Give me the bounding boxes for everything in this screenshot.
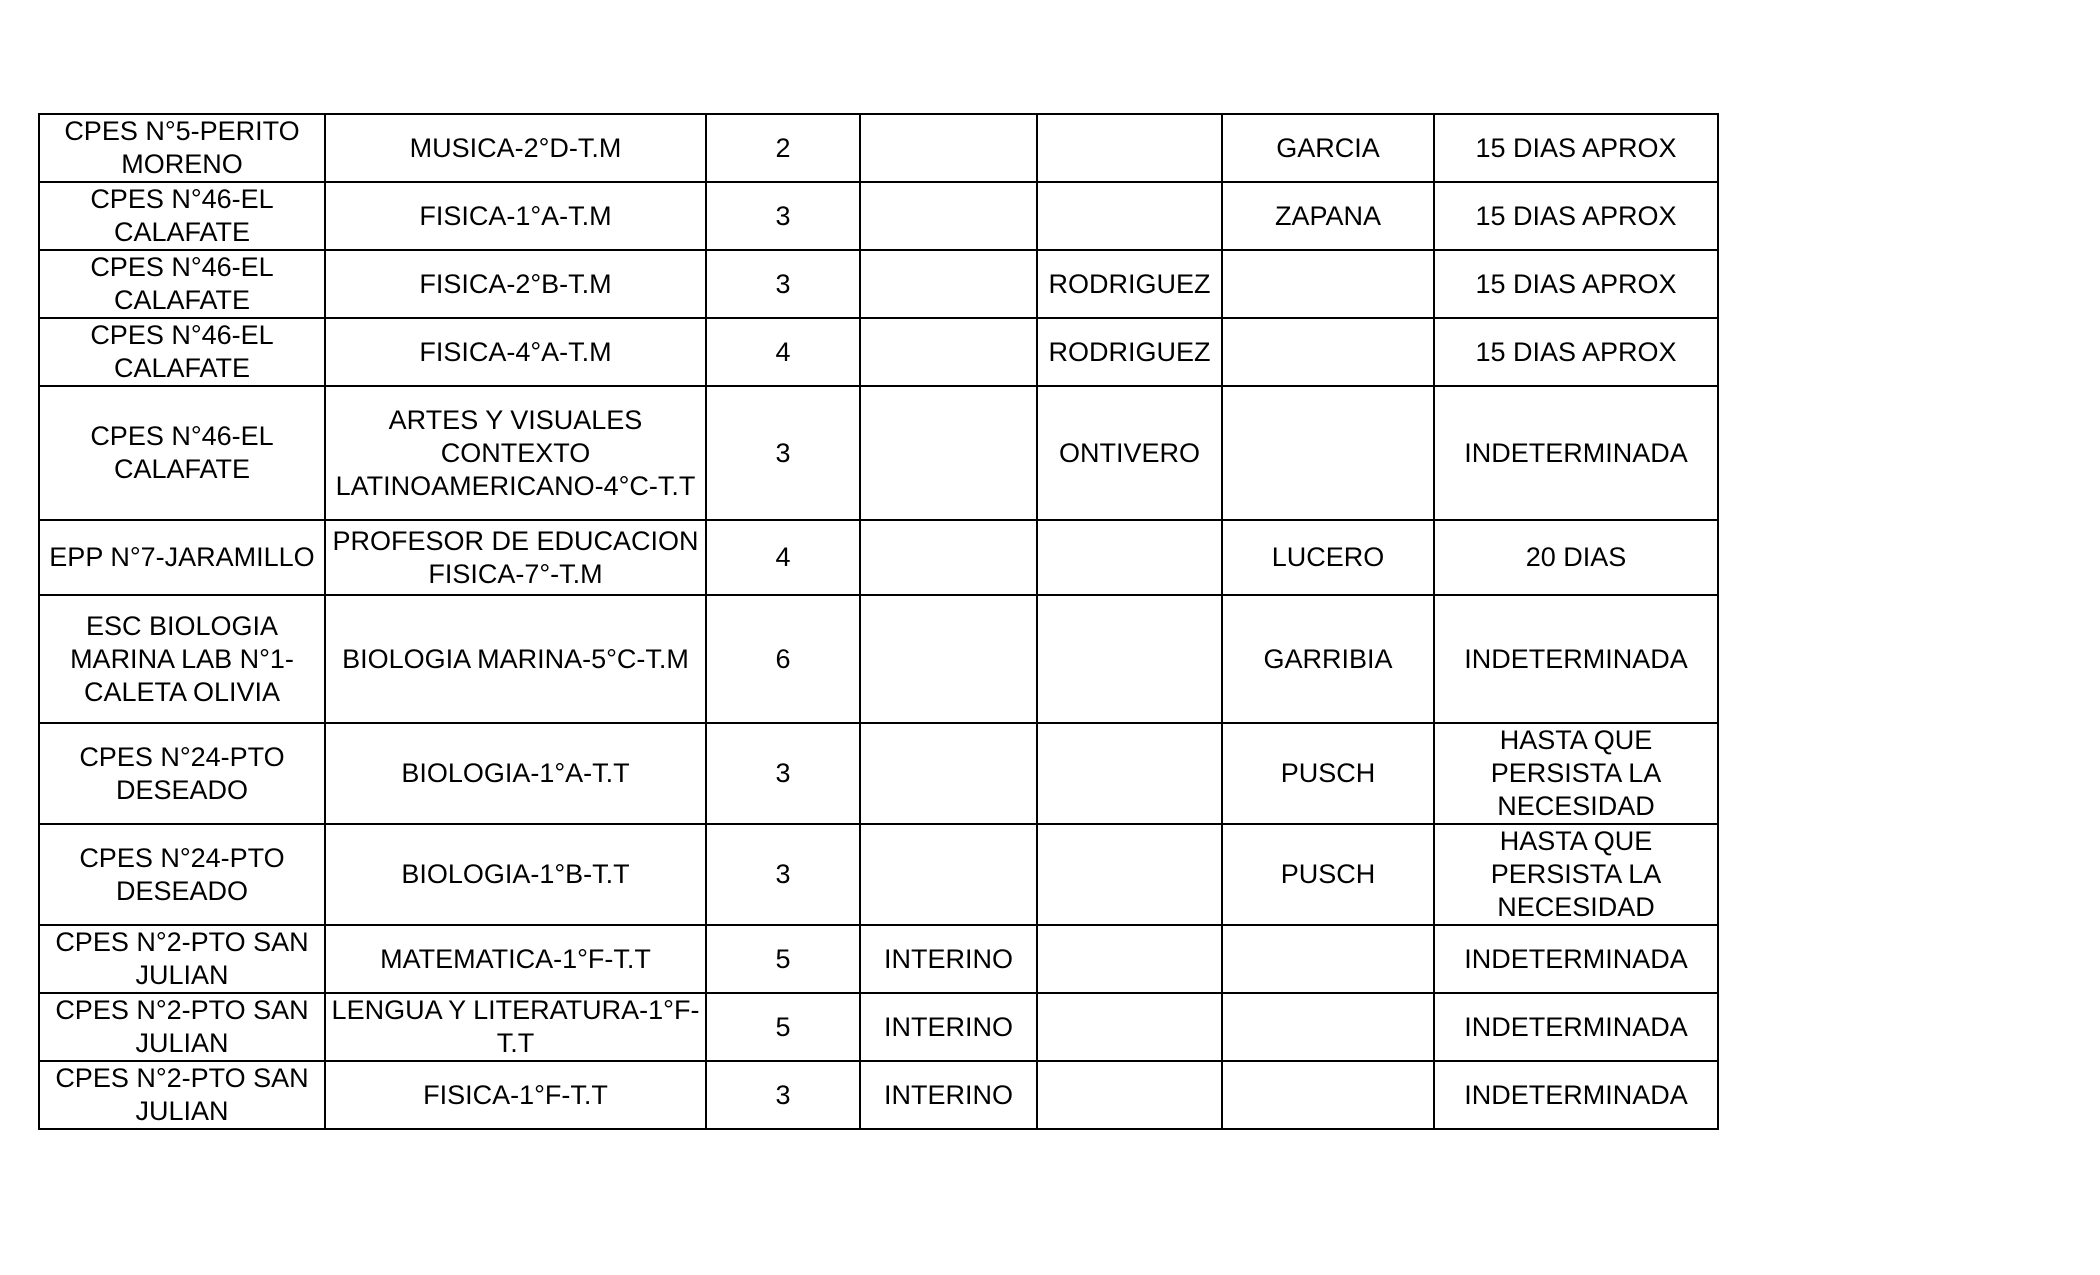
- table-row: [39, 993, 1718, 1061]
- subject-cell: BIOLOGIA-1°A-T.T: [325, 723, 706, 824]
- teacher-b-cell: LUCERO: [1222, 520, 1434, 595]
- teacher-a-cell: RODRIGUEZ: [1037, 318, 1222, 386]
- duration-cell: 20 DIAS: [1434, 520, 1718, 595]
- table-row: [39, 182, 1718, 250]
- table-row: [39, 386, 1718, 520]
- status-cell: [860, 114, 1037, 182]
- subject-cell: MATEMATICA-1°F-T.T: [325, 925, 706, 993]
- table-row: [39, 114, 1718, 182]
- teacher-a-cell: [1037, 595, 1222, 723]
- hours-cell: 6: [706, 595, 860, 723]
- vacancies-table: [38, 113, 1719, 1130]
- school-cell: CPES N°46-EL CALAFATE: [39, 250, 325, 318]
- status-cell: [860, 182, 1037, 250]
- teacher-a-cell: [1037, 723, 1222, 824]
- table-row: [39, 595, 1718, 723]
- duration-cell: 15 DIAS APROX: [1434, 182, 1718, 250]
- hours-cell: 3: [706, 723, 860, 824]
- table-row: [39, 318, 1718, 386]
- table-row: [39, 824, 1718, 925]
- teacher-b-cell: [1222, 250, 1434, 318]
- hours-cell: 5: [706, 925, 860, 993]
- status-cell: INTERINO: [860, 1061, 1037, 1129]
- hours-cell: 3: [706, 250, 860, 318]
- duration-cell: 15 DIAS APROX: [1434, 318, 1718, 386]
- teacher-b-cell: GARCIA: [1222, 114, 1434, 182]
- school-cell: CPES N°2-PTO SAN JULIAN: [39, 925, 325, 993]
- hours-cell: 3: [706, 182, 860, 250]
- teacher-a-cell: [1037, 114, 1222, 182]
- subject-cell: MUSICA-2°D-T.M: [325, 114, 706, 182]
- school-cell: CPES N°2-PTO SAN JULIAN: [39, 1061, 325, 1129]
- subject-cell: FISICA-4°A-T.M: [325, 318, 706, 386]
- status-cell: [860, 250, 1037, 318]
- table-row: [39, 723, 1718, 824]
- table-row: [39, 1061, 1718, 1129]
- subject-cell: FISICA-1°F-T.T: [325, 1061, 706, 1129]
- status-cell: [860, 386, 1037, 520]
- table-row: [39, 925, 1718, 993]
- duration-cell: 15 DIAS APROX: [1434, 114, 1718, 182]
- teacher-a-cell: [1037, 993, 1222, 1061]
- school-cell: ESC BIOLOGIA MARINA LAB N°1-CALETA OLIVIA: [39, 595, 325, 723]
- school-cell: CPES N°2-PTO SAN JULIAN: [39, 993, 325, 1061]
- subject-cell: FISICA-1°A-T.M: [325, 182, 706, 250]
- teacher-b-cell: GARRIBIA: [1222, 595, 1434, 723]
- status-cell: [860, 318, 1037, 386]
- teacher-b-cell: [1222, 925, 1434, 993]
- duration-cell: INDETERMINADA: [1434, 386, 1718, 520]
- status-cell: [860, 595, 1037, 723]
- school-cell: CPES N°24-PTO DESEADO: [39, 723, 325, 824]
- duration-cell: INDETERMINADA: [1434, 1061, 1718, 1129]
- hours-cell: 3: [706, 386, 860, 520]
- status-cell: [860, 824, 1037, 925]
- subject-cell: BIOLOGIA MARINA-5°C-T.M: [325, 595, 706, 723]
- hours-cell: 4: [706, 318, 860, 386]
- teacher-a-cell: [1037, 1061, 1222, 1129]
- duration-cell: INDETERMINADA: [1434, 993, 1718, 1061]
- teacher-b-cell: [1222, 318, 1434, 386]
- hours-cell: 4: [706, 520, 860, 595]
- duration-cell: INDETERMINADA: [1434, 925, 1718, 993]
- hours-cell: 2: [706, 114, 860, 182]
- teacher-a-cell: [1037, 925, 1222, 993]
- teacher-a-cell: [1037, 824, 1222, 925]
- teacher-b-cell: PUSCH: [1222, 723, 1434, 824]
- subject-cell: FISICA-2°B-T.M: [325, 250, 706, 318]
- table-row: [39, 520, 1718, 595]
- school-cell: CPES N°46-EL CALAFATE: [39, 318, 325, 386]
- hours-cell: 3: [706, 1061, 860, 1129]
- teacher-a-cell: RODRIGUEZ: [1037, 250, 1222, 318]
- status-cell: [860, 520, 1037, 595]
- teacher-b-cell: PUSCH: [1222, 824, 1434, 925]
- school-cell: CPES N°5-PERITO MORENO: [39, 114, 325, 182]
- status-cell: INTERINO: [860, 993, 1037, 1061]
- subject-cell: BIOLOGIA-1°B-T.T: [325, 824, 706, 925]
- hours-cell: 5: [706, 993, 860, 1061]
- duration-cell: HASTA QUE PERSISTA LA NECESIDAD: [1434, 824, 1718, 925]
- subject-cell: LENGUA Y LITERATURA-1°F-T.T: [325, 993, 706, 1061]
- hours-cell: 3: [706, 824, 860, 925]
- duration-cell: HASTA QUE PERSISTA LA NECESIDAD: [1434, 723, 1718, 824]
- duration-cell: 15 DIAS APROX: [1434, 250, 1718, 318]
- school-cell: EPP N°7-JARAMILLO: [39, 520, 325, 595]
- school-cell: CPES N°46-EL CALAFATE: [39, 182, 325, 250]
- status-cell: INTERINO: [860, 925, 1037, 993]
- teacher-b-cell: [1222, 993, 1434, 1061]
- teacher-a-cell: ONTIVERO: [1037, 386, 1222, 520]
- teacher-b-cell: ZAPANA: [1222, 182, 1434, 250]
- teacher-b-cell: [1222, 1061, 1434, 1129]
- school-cell: CPES N°46-EL CALAFATE: [39, 386, 325, 520]
- status-cell: [860, 723, 1037, 824]
- table-row: [39, 250, 1718, 318]
- teacher-b-cell: [1222, 386, 1434, 520]
- subject-cell: ARTES Y VISUALES CONTEXTO LATINOAMERICANO-4°C-T.T: [325, 386, 706, 520]
- duration-cell: INDETERMINADA: [1434, 595, 1718, 723]
- subject-cell: PROFESOR DE EDUCACION FISICA-7°-T.M: [325, 520, 706, 595]
- school-cell: CPES N°24-PTO DESEADO: [39, 824, 325, 925]
- teacher-a-cell: [1037, 520, 1222, 595]
- teacher-a-cell: [1037, 182, 1222, 250]
